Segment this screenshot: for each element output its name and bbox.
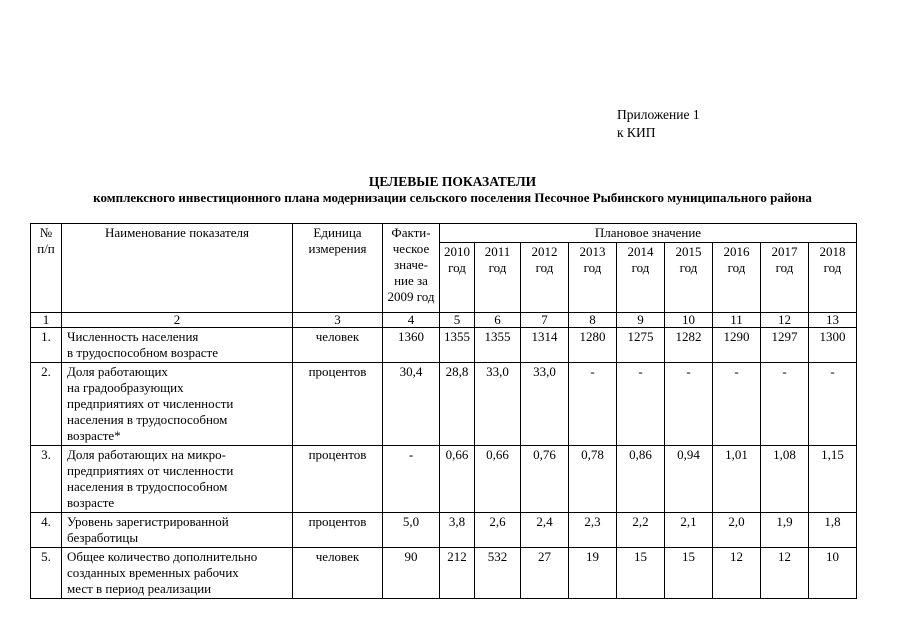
table-body — [31, 313, 857, 599]
plan-value-2011: 0,66 — [475, 446, 521, 513]
column-numbers-row — [31, 313, 857, 328]
header-number-line-1: № — [39, 225, 53, 240]
column-number: 8 — [569, 313, 617, 328]
header-fact-line-5: 2009 год — [387, 289, 435, 304]
indicator-name-line: возрасте — [67, 495, 115, 510]
table-row — [31, 363, 857, 446]
column-number: 13 — [809, 313, 857, 328]
plan-value-2015: 1282 — [665, 328, 713, 363]
indicator-name-line: в трудоспособном возрасте — [67, 345, 218, 360]
header-year-value: 2018 — [819, 244, 846, 259]
header-year-value: 2016 — [723, 244, 750, 259]
header-year-value: 2014 — [627, 244, 654, 259]
plan-value-2015: 15 — [665, 548, 713, 599]
row-number: 4. — [31, 513, 62, 548]
header-year-2017 — [761, 243, 809, 313]
column-number: 6 — [475, 313, 521, 328]
indicator-name — [62, 446, 293, 513]
indicator-name-line: Уровень зарегистрированной — [67, 514, 229, 529]
plan-value-2015: 0,94 — [665, 446, 713, 513]
column-number: 5 — [440, 313, 475, 328]
appendix-line-2: к КИП — [617, 125, 656, 140]
header-number — [31, 224, 62, 313]
indicator-name-line: населения в трудоспособном — [67, 479, 228, 494]
plan-value-2017: - — [761, 363, 809, 446]
header-year-word: год — [823, 260, 842, 275]
header-number-line-2: п/п — [37, 241, 55, 256]
plan-value-2016: 1290 — [713, 328, 761, 363]
indicator-name-line: Доля работающих на микро- — [67, 447, 226, 462]
fact-value: 1360 — [383, 328, 440, 363]
plan-value-2011: 33,0 — [475, 363, 521, 446]
row-number: 1. — [31, 328, 62, 363]
plan-value-2010: 1355 — [440, 328, 475, 363]
column-number: 12 — [761, 313, 809, 328]
indicator-name-line: предприятиях от численности — [67, 396, 234, 411]
header-year-value: 2013 — [579, 244, 606, 259]
plan-value-2011: 1355 — [475, 328, 521, 363]
indicator-name-line: Общее количество дополнительно — [67, 549, 258, 564]
header-year-value: 2011 — [484, 244, 511, 259]
indicator-name-line: созданных временных рабочих — [67, 565, 239, 580]
plan-value-2013: 19 — [569, 548, 617, 599]
indicator-name-line: Численность населения — [67, 329, 199, 344]
plan-value-2011: 2,6 — [475, 513, 521, 548]
header-plan: Плановое значение — [440, 224, 857, 243]
header-year-word: год — [775, 260, 794, 275]
header-year-word: год — [679, 260, 698, 275]
indicator-name-line: безработицы — [67, 530, 139, 545]
unit-cell: человек — [293, 548, 383, 599]
plan-value-2012: 33,0 — [521, 363, 569, 446]
header-fact-line-3: значе- — [394, 257, 428, 272]
header-year-word: год — [535, 260, 554, 275]
column-number: 9 — [617, 313, 665, 328]
plan-value-2013: - — [569, 363, 617, 446]
header-year-word: год — [488, 260, 507, 275]
indicator-name — [62, 363, 293, 446]
header-year-2010 — [440, 243, 475, 313]
indicator-name — [62, 513, 293, 548]
indicator-name — [62, 548, 293, 599]
plan-value-2010: 212 — [440, 548, 475, 599]
plan-value-2010: 0,66 — [440, 446, 475, 513]
header-year-2015 — [665, 243, 713, 313]
plan-value-2010: 3,8 — [440, 513, 475, 548]
header-fact-line-4: ние за — [394, 273, 428, 288]
fact-value: - — [383, 446, 440, 513]
header-year-2014 — [617, 243, 665, 313]
row-number: 5. — [31, 548, 62, 599]
unit-cell: процентов — [293, 363, 383, 446]
unit-cell: человек — [293, 328, 383, 363]
plan-value-2010: 28,8 — [440, 363, 475, 446]
column-number: 2 — [62, 313, 293, 328]
header-year-word: год — [727, 260, 746, 275]
plan-value-2012: 2,4 — [521, 513, 569, 548]
column-number: 10 — [665, 313, 713, 328]
plan-value-2018: 1,15 — [809, 446, 857, 513]
header-year-word: год — [583, 260, 602, 275]
table-row — [31, 513, 857, 548]
header-year-2013 — [569, 243, 617, 313]
plan-value-2017: 12 — [761, 548, 809, 599]
header-year-value: 2017 — [771, 244, 798, 259]
document-title: ЦЕЛЕВЫЕ ПОКАЗАТЕЛИ — [368, 174, 537, 189]
plan-value-2017: 1297 — [761, 328, 809, 363]
table-row — [31, 548, 857, 599]
header-unit-line-1: Единица — [313, 225, 362, 240]
plan-value-2014: - — [617, 363, 665, 446]
indicator-name-line: предприятиях от численности — [67, 463, 234, 478]
header-row-1 — [31, 224, 857, 243]
fact-value: 90 — [383, 548, 440, 599]
header-fact — [383, 224, 440, 313]
plan-value-2014: 1275 — [617, 328, 665, 363]
plan-value-2013: 0,78 — [569, 446, 617, 513]
document-subtitle: комплексного инвестиционного плана модернизации сельского поселения Песочное Рыбинского муниципального района — [93, 190, 812, 205]
indicator-name-line: Доля работающих — [67, 364, 168, 379]
unit-cell: процентов — [293, 513, 383, 548]
header-year-2018 — [809, 243, 857, 313]
column-number: 11 — [713, 313, 761, 328]
appendix-line-1: Приложение 1 — [617, 107, 700, 122]
header-unit — [293, 224, 383, 313]
plan-value-2017: 1,08 — [761, 446, 809, 513]
plan-value-2018: 1300 — [809, 328, 857, 363]
plan-value-2015: 2,1 — [665, 513, 713, 548]
header-year-value: 2015 — [675, 244, 702, 259]
header-year-2011 — [475, 243, 521, 313]
plan-value-2014: 0,86 — [617, 446, 665, 513]
header-year-word: год — [631, 260, 650, 275]
plan-value-2016: 2,0 — [713, 513, 761, 548]
indicator-name — [62, 328, 293, 363]
header-year-value: 2012 — [531, 244, 558, 259]
header-unit-line-2: измерения — [308, 241, 367, 256]
plan-value-2014: 15 — [617, 548, 665, 599]
column-number: 3 — [293, 313, 383, 328]
plan-value-2014: 2,2 — [617, 513, 665, 548]
column-number: 4 — [383, 313, 440, 328]
plan-value-2012: 27 — [521, 548, 569, 599]
table-row — [31, 328, 857, 363]
plan-value-2017: 1,9 — [761, 513, 809, 548]
indicator-name-line: мест в период реализации — [67, 581, 212, 596]
indicator-name-line: населения в трудоспособном — [67, 412, 228, 427]
plan-value-2011: 532 — [475, 548, 521, 599]
header-year-2012 — [521, 243, 569, 313]
plan-value-2013: 2,3 — [569, 513, 617, 548]
plan-value-2015: - — [665, 363, 713, 446]
unit-cell: процентов — [293, 446, 383, 513]
header-name: Наименование показателя — [62, 224, 293, 313]
header-year-value: 2010 — [444, 244, 470, 259]
header-fact-line-1: Факти- — [391, 225, 431, 240]
row-number: 2. — [31, 363, 62, 446]
plan-value-2012: 0,76 — [521, 446, 569, 513]
header-fact-line-2: ческое — [392, 241, 430, 256]
row-number: 3. — [31, 446, 62, 513]
indicator-name-line: возрасте* — [67, 428, 121, 443]
header-year-2016 — [713, 243, 761, 313]
plan-value-2016: 1,01 — [713, 446, 761, 513]
fact-value: 30,4 — [383, 363, 440, 446]
column-number: 1 — [31, 313, 62, 328]
table-row — [31, 446, 857, 513]
plan-value-2016: - — [713, 363, 761, 446]
indicators-table — [30, 223, 857, 599]
plan-value-2012: 1314 — [521, 328, 569, 363]
indicator-name-line: на градообразующих — [67, 380, 184, 395]
plan-value-2013: 1280 — [569, 328, 617, 363]
plan-value-2018: 1,8 — [809, 513, 857, 548]
plan-value-2016: 12 — [713, 548, 761, 599]
column-number: 7 — [521, 313, 569, 328]
fact-value: 5,0 — [383, 513, 440, 548]
plan-value-2018: - — [809, 363, 857, 446]
plan-value-2018: 10 — [809, 548, 857, 599]
header-year-word: год — [448, 260, 466, 275]
appendix-note — [617, 106, 700, 142]
